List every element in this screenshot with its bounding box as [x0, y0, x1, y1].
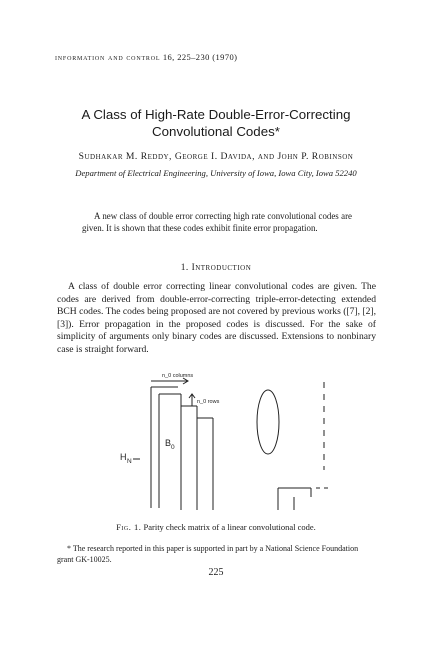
affiliation: Department of Electrical Engineering, University of Iowa, Iowa City, Iowa 52240 [75, 168, 357, 178]
section-heading: 1. Introduction [180, 263, 252, 273]
matrix-ellipse [257, 390, 279, 454]
h-label: H [120, 452, 127, 462]
title-line-1: A Class of High-Rate Double-Error-Correcting [81, 107, 351, 122]
columns-label: n_0 columns [162, 373, 194, 379]
figure-caption [0, 522, 432, 532]
caption-text: Parity check matrix of a linear convolutional code. [143, 522, 316, 532]
caption-label: Fig. 1. [116, 522, 142, 532]
rows-label: n_0 rows [197, 399, 220, 405]
b-label: B [165, 438, 172, 448]
intro-paragraph: A class of double error correcting linear convolutional codes are given. The codes are derived from double-error-correcting triple-error-detecting extended BCH codes. The codes being proposed are not covered by previous works ([7], [2], [3]). Error propagation in the proposed codes is discussed. For the sake of simplicity of arguments only binary codes are discussed. Extensions to nonbinary case is straight forward. [57, 281, 376, 355]
title-line-2: Convolutional Codes* [152, 124, 280, 139]
h-subscript: N [127, 458, 132, 465]
abstract: A new class of double error correcting high rate convolutional codes are given. It is shown that these codes exhibit finite error propagation. [82, 211, 352, 233]
b-subscript: 0 [171, 444, 175, 451]
journal-citation: 16, 225–230 (1970) [162, 52, 238, 62]
footnote: * The research reported in this paper is supported in part by a National Science Foundation grant GK-10025. [57, 544, 359, 564]
journal-name: information and control [55, 52, 161, 62]
page-number: 225 [208, 567, 224, 578]
authors: Sudhakar M. Reddy, George I. Davida, and John P. Robinson [78, 151, 354, 162]
